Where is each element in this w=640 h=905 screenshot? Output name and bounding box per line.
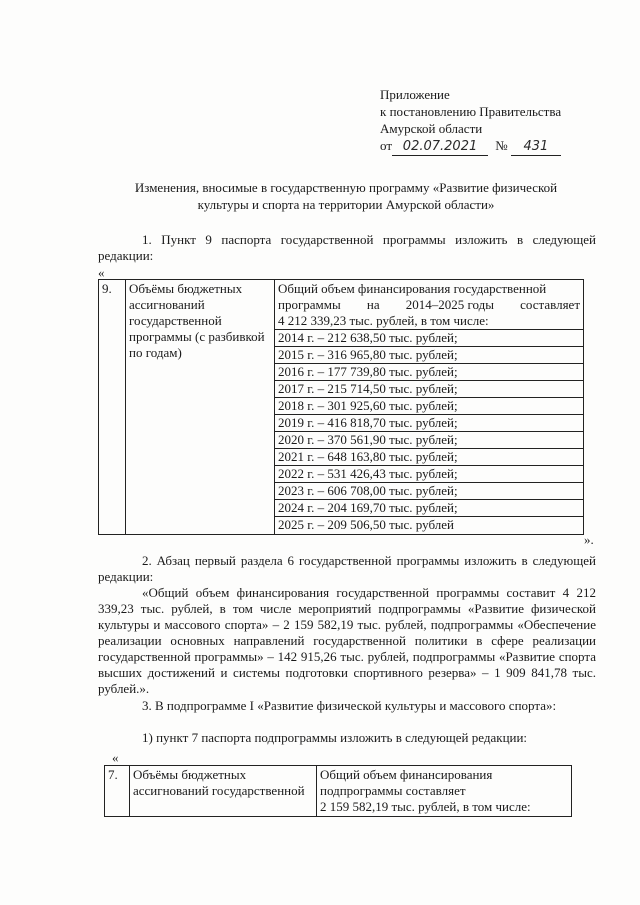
year-item: 2025 г. – 209 506,50 тыс. рублей — [275, 516, 583, 533]
title-line-1: Изменения, вносимые в государственную программу «Развитие физической — [134, 180, 558, 195]
year-item: 2017 г. – 215 714,50 тыс. рублей; — [275, 380, 583, 397]
item3-open-quote: « — [112, 750, 119, 765]
approval-line-1: Приложение — [380, 87, 450, 102]
row-label: Объёмы бюджетных ассигнований государственной программы (с разбивкой по годам) — [126, 280, 275, 535]
date-prefix: от — [380, 138, 393, 153]
year-item: 2016 г. – 177 739,80 тыс. рублей; — [275, 363, 583, 380]
value-intro-b-4: составляет — [520, 297, 580, 312]
row-value — [317, 766, 572, 817]
year-item: 2020 г. – 370 561,90 тыс. рублей; — [275, 431, 583, 448]
item1-text: 1. Пункт 9 паспорта государственной программы изложить в следующей редакции: — [98, 232, 596, 263]
value-intro-b-3: 2014–2025 годы — [405, 297, 494, 312]
value-intro-b — [278, 297, 580, 313]
year-item: 2023 г. – 606 708,00 тыс. рублей; — [275, 482, 583, 499]
value-line-3: 2 159 582,19 тыс. рублей, в том числе: — [320, 799, 531, 814]
value-intro-c: 4 212 339,23 тыс. рублей, в том числе: — [278, 313, 489, 328]
table-row — [105, 766, 572, 817]
row-value — [275, 280, 584, 535]
document-title — [96, 179, 596, 213]
value-line-2: подпрограммы составляет — [320, 783, 466, 798]
item3-sub1: 1) пункт 7 паспорта подпрограммы изложить в следующей редакции: — [142, 730, 528, 745]
title-line-2: культуры и спорта на территории Амурской области» — [197, 197, 495, 212]
item2-quote: «Общий объем финансирования государственной программы составит 4 212 339,23 тыс. рублей, в том числе мероприятий подпрограммы «Развитие физической культуры и массового спорта» – 2 159 582,19 тыс. рублей, подпрограммы «Обеспечение реализации основных направлений государственной политики в сфере реализации государственной программы» – 142 915,26 тыс. рублей, подпрограммы «Развитие спорта высших достижений и системы подготовки спортивного резерва» – 1 909 841,78 тыс. рублей.». — [98, 585, 596, 696]
value-intro-a: Общий объем финансирования государственной — [278, 281, 547, 296]
item3-intro: 3. В подпрограмме I «Развитие физической культуры и массового спорта»: — [142, 698, 557, 713]
row-label: Объёмы бюджетных ассигнований государственной — [130, 766, 317, 817]
date-value: 02.07.2021 — [392, 138, 488, 156]
value-intro-b-1: программы — [278, 297, 341, 312]
item1-open-quote: « — [98, 265, 105, 280]
approval-line-3: Амурской области — [380, 121, 483, 136]
number-value: 431 — [511, 138, 561, 156]
year-item: 2024 г. – 204 169,70 тыс. рублей; — [275, 499, 583, 516]
year-item: 2022 г. – 531 426,43 тыс. рублей; — [275, 465, 583, 482]
item1-close-quote: ». — [584, 532, 594, 547]
value-line-1: Общий объем финансирования — [320, 767, 493, 782]
approval-line-2: к постановлению Правительства — [380, 104, 562, 119]
item3-table — [104, 765, 572, 817]
item1-table — [98, 279, 584, 535]
approval-date-line — [380, 137, 561, 156]
year-item: 2018 г. – 301 925,60 тыс. рублей; — [275, 397, 583, 414]
row-number: 9. — [99, 280, 126, 535]
item2-intro: 2. Абзац первый раздела 6 государственной программы изложить в следующей редакции: — [98, 553, 596, 584]
number-prefix: № — [495, 138, 508, 153]
year-item: 2014 г. – 212 638,50 тыс. рублей; — [275, 329, 583, 346]
row-number: 7. — [105, 766, 130, 817]
value-intro-b-2: на — [366, 297, 380, 312]
approval-block — [380, 86, 561, 156]
year-item: 2021 г. – 648 163,80 тыс. рублей; — [275, 448, 583, 465]
year-item: 2019 г. – 416 818,70 тыс. рублей; — [275, 414, 583, 431]
table-row — [99, 280, 584, 535]
year-list — [278, 329, 580, 533]
year-item: 2015 г. – 316 965,80 тыс. рублей; — [275, 346, 583, 363]
